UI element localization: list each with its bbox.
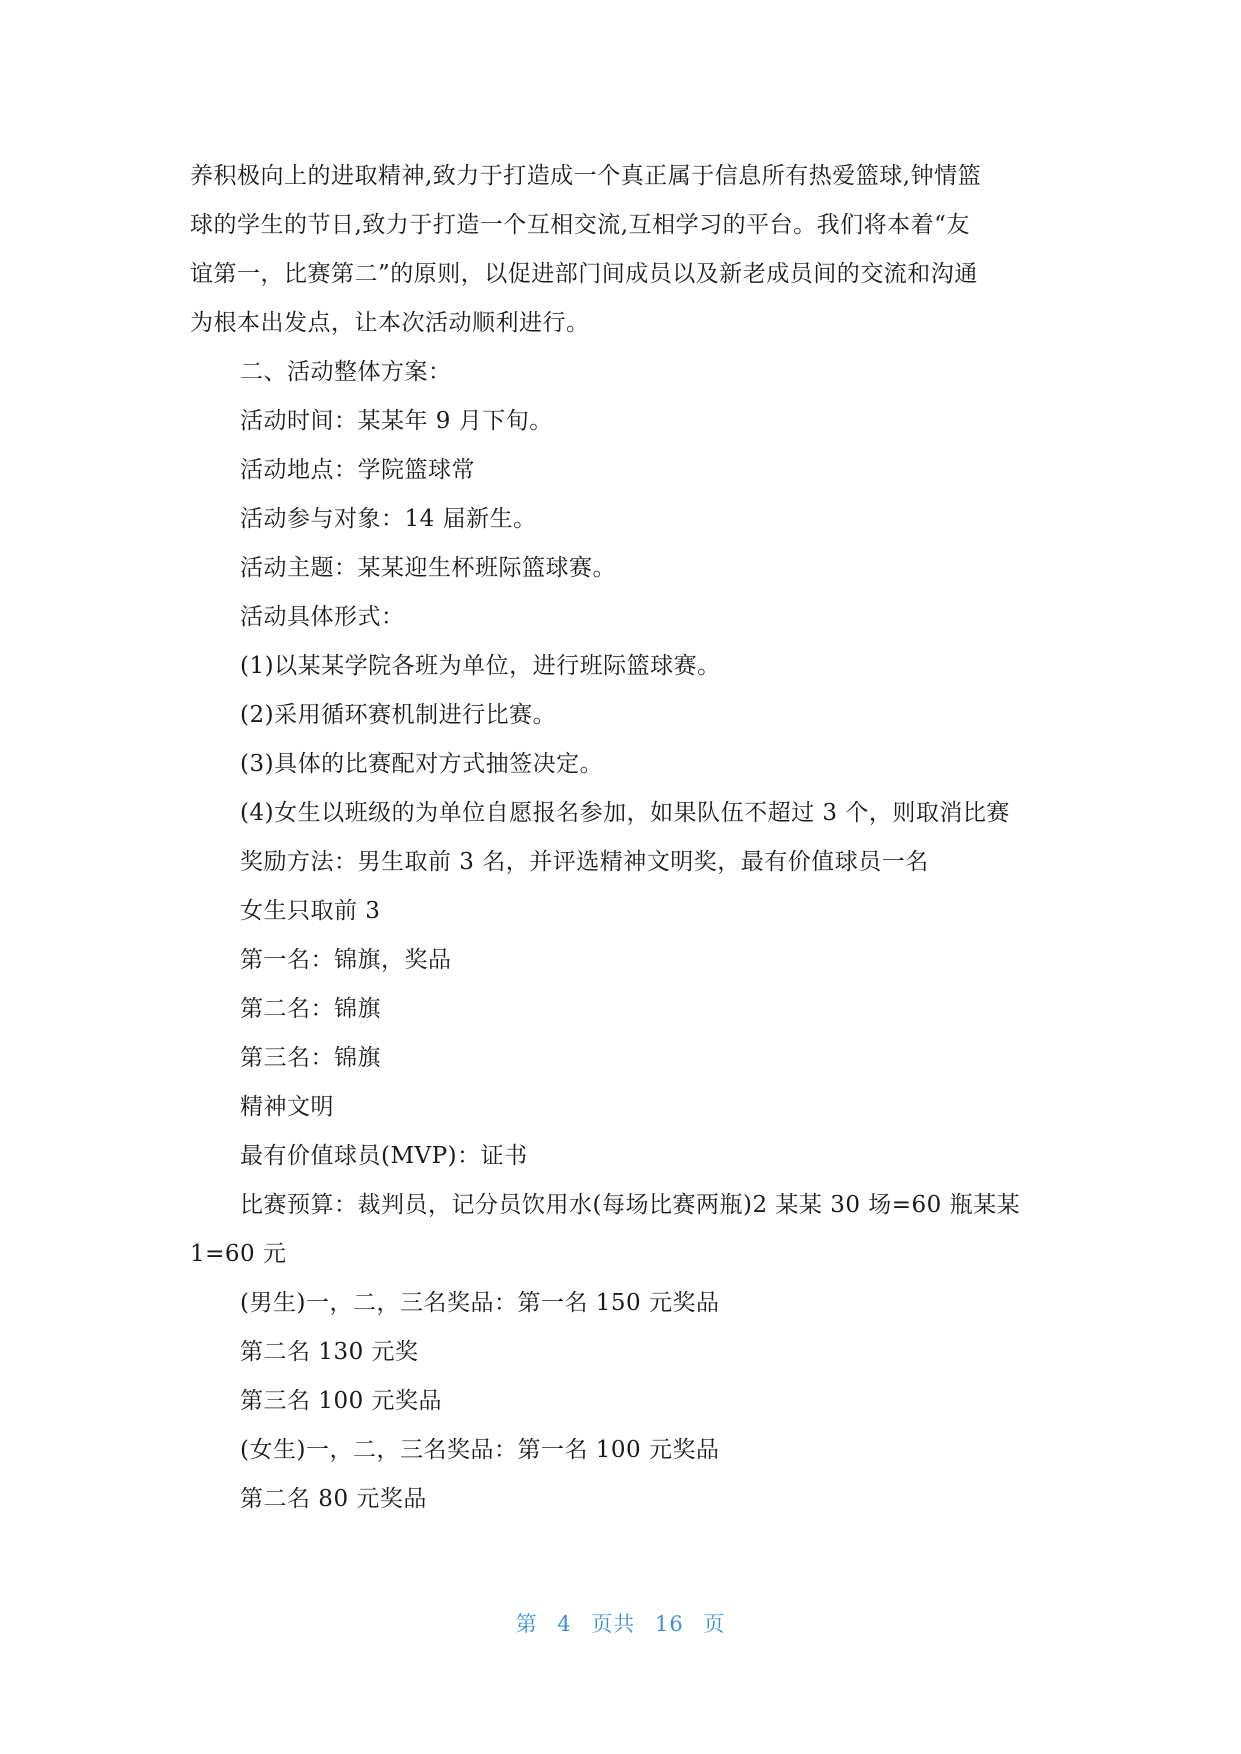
footer-prefix: 第 — [515, 1612, 538, 1636]
text-line: (男生)一，二，三名奖品：第一名 150 元奖品 — [240, 1290, 720, 1316]
text-line: 活动时间：某某年 9 月下旬。 — [240, 408, 553, 434]
text-line: 第二名：锦旗 — [240, 996, 381, 1022]
text-line: 第二名 80 元奖品 — [240, 1486, 427, 1512]
text-line: 精神文明 — [240, 1094, 334, 1120]
text-line: 比赛预算：裁判员，记分员饮用水(每场比赛两瓶)2 某某 30 场=60 瓶某某 — [240, 1192, 1021, 1218]
text-line: (1)以某某学院各班为单位，进行班际篮球赛。 — [240, 653, 721, 679]
document-body — [190, 152, 1060, 1524]
text-line: 活动参与对象：14 届新生。 — [240, 506, 537, 532]
text-line: 1=60 元 — [190, 1241, 287, 1267]
text-line: 第三名：锦旗 — [240, 1045, 381, 1071]
text-line: (2)采用循环赛机制进行比赛。 — [240, 702, 557, 728]
text-line: 第二名 130 元奖 — [240, 1339, 419, 1365]
page-footer — [0, 1608, 1241, 1638]
text-line: 女生只取前 3 — [240, 898, 381, 924]
text-line: 第三名 100 元奖品 — [240, 1388, 443, 1414]
text-line: 谊第一，比赛第二”的原则，以促进部门间成员以及新老成员间的交流和沟通 — [190, 261, 978, 287]
text-line: (3)具体的比赛配对方式抽签决定。 — [240, 751, 604, 777]
text-line: 养积极向上的进取精神,致力于打造成一个真正属于信息所有热爱篮球,钟情篮 — [190, 163, 982, 189]
text-line: 最有价值球员(MVP)：证书 — [240, 1143, 528, 1169]
footer-suffix: 页 — [703, 1612, 726, 1636]
text-line: 奖励方法：男生取前 3 名，并评选精神文明奖，最有价值球员一名 — [240, 849, 929, 875]
text-line: 二、活动整体方案： — [240, 359, 452, 385]
text-line: (4)女生以班级的为单位自愿报名参加，如果队伍不超过 3 个，则取消比赛 — [240, 800, 1010, 826]
text-line: 第一名：锦旗，奖品 — [240, 947, 452, 973]
footer-total-pages: 16 — [655, 1612, 684, 1636]
text-line: 活动主题：某某迎生杯班际篮球赛。 — [240, 555, 616, 581]
footer-middle: 页共 — [591, 1612, 636, 1636]
text-line: 球的学生的节日,致力于打造一个互相交流,互相学习的平台。我们将本着“友 — [190, 212, 970, 238]
footer-current-page: 4 — [557, 1612, 572, 1636]
text-line: 活动具体形式： — [240, 604, 405, 630]
text-line: 活动地点：学院篮球常 — [240, 457, 475, 483]
text-line: (女生)一，二，三名奖品：第一名 100 元奖品 — [240, 1437, 720, 1463]
text-line: 为根本出发点，让本次活动顺利进行。 — [190, 310, 590, 336]
